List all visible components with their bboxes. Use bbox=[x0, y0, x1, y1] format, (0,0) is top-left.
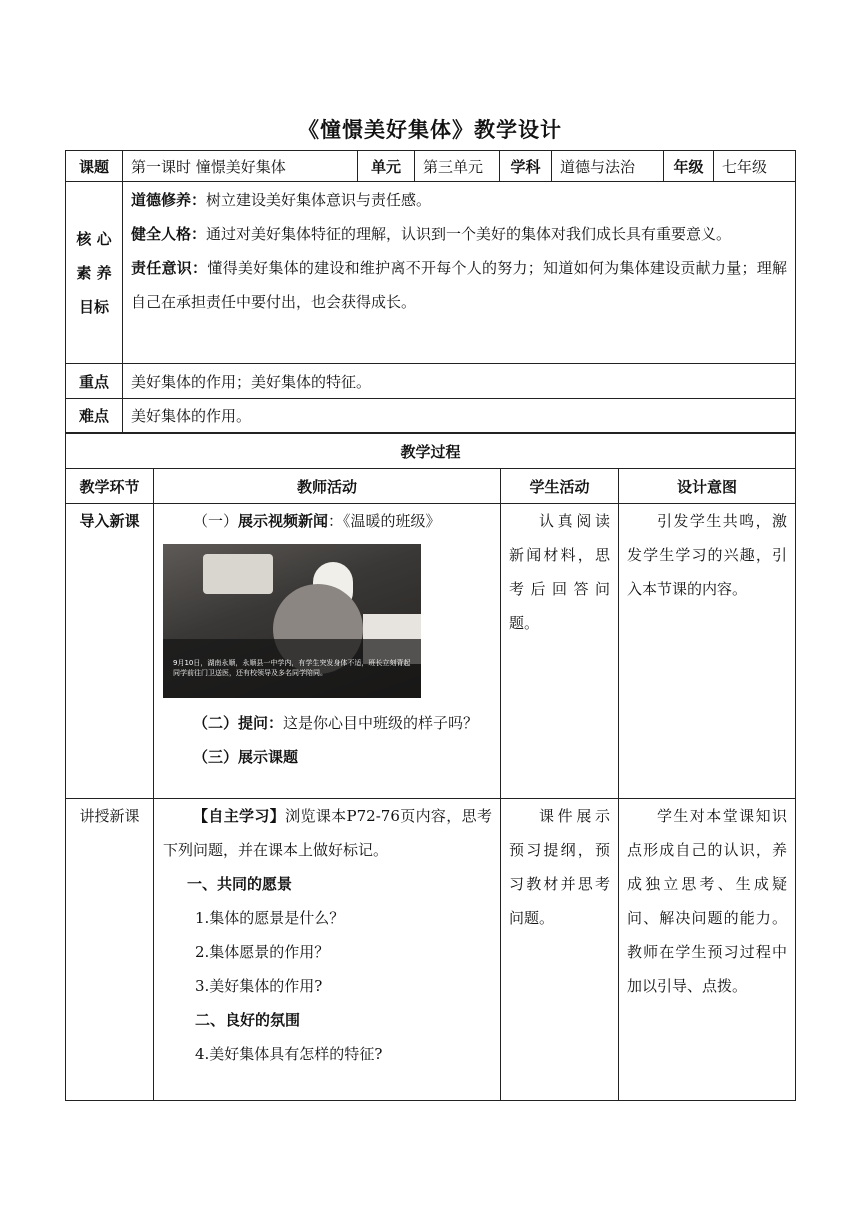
core-item-1 bbox=[131, 183, 787, 217]
core-label-line-2: 素 养 bbox=[76, 263, 112, 282]
news-video-caption: 9月10日，湖南永顺，永顺县一中学内，有学生突发身体不适，班长立刻背起同学前往门卫送医，还有校领导及多名同学陪同。 bbox=[173, 659, 411, 677]
self-study-head: 【自主学习】 bbox=[193, 807, 286, 825]
intro-step-2-prefix: （二） bbox=[193, 714, 239, 732]
stage-intro: 导入新课 bbox=[66, 504, 154, 799]
grade-value: 七年级 bbox=[714, 151, 796, 182]
difficulty-label: 难点 bbox=[66, 399, 123, 433]
core-item-2-head: 健全人格： bbox=[131, 225, 207, 243]
page-title: 《憧憬美好集体》教学设计 bbox=[298, 117, 562, 142]
core-label bbox=[66, 182, 123, 364]
question-4: 4.美好集体具有怎样的特征? bbox=[195, 1045, 383, 1063]
teacher-activity-intro bbox=[154, 504, 501, 799]
intro-step-1-text: ：《温暖的班级》 bbox=[328, 512, 441, 530]
stage-new-lesson: 讲授新课 bbox=[66, 799, 154, 1101]
core-item-1-text: 树立建设美好集体意识与责任感。 bbox=[206, 191, 432, 209]
key-point-label: 重点 bbox=[66, 364, 123, 399]
unit-label: 单元 bbox=[358, 151, 415, 182]
col-header-teacher: 教师活动 bbox=[154, 469, 501, 504]
core-content bbox=[123, 182, 796, 364]
topic-value: 第一课时 憧憬美好集体 bbox=[123, 151, 358, 182]
info-table bbox=[65, 150, 796, 433]
topic-label: 课题 bbox=[66, 151, 123, 182]
col-header-student: 学生活动 bbox=[501, 469, 619, 504]
intro-step-1-prefix: （一） bbox=[193, 512, 239, 530]
student-activity-new: 课件展示预习提纲，预习教材并思考问题。 bbox=[501, 799, 619, 1101]
intro-step-1-head: 展示视频新闻 bbox=[238, 512, 329, 530]
intent-intro: 引发学生共鸣，激发学生学习的兴趣，引入本节课的内容。 bbox=[619, 504, 796, 799]
core-item-1-head: 道德修养： bbox=[131, 191, 207, 209]
teacher-activity-new bbox=[154, 799, 501, 1101]
col-header-stage: 教学环节 bbox=[66, 469, 154, 504]
grade-label: 年级 bbox=[664, 151, 714, 182]
intent-new: 学生对本堂课知识点形成自己的认识，养成独立思考、生成疑问、解决问题的能力。教师在学生预习过程中加以引导、点拨。 bbox=[619, 799, 796, 1101]
core-item-2 bbox=[131, 217, 787, 251]
intro-step-2-head: 提问： bbox=[238, 714, 284, 732]
process-table bbox=[65, 433, 796, 1101]
core-item-2-text: 通过对美好集体特征的理解，认识到一个美好的集体对我们成长具有重要意义。 bbox=[206, 225, 732, 243]
core-item-3 bbox=[131, 251, 787, 319]
col-header-intent: 设计意图 bbox=[619, 469, 796, 504]
self-study-text: 浏览课本P72-76页内容，思考下列问题，并在课本上做好标记。 bbox=[163, 807, 492, 859]
key-point-value: 美好集体的作用；美好集体的特征。 bbox=[123, 364, 796, 399]
section-1-title: 一、共同的愿景 bbox=[187, 875, 293, 893]
core-label-line-1: 核 心 bbox=[76, 229, 112, 248]
unit-value: 第三单元 bbox=[415, 151, 500, 182]
subject-value: 道德与法治 bbox=[552, 151, 664, 182]
intro-step-2-text: 这是你心目中班级的样子吗？ bbox=[283, 714, 479, 732]
student-activity-intro: 认真阅读新闻材料，思考后回答问题。 bbox=[501, 504, 619, 799]
core-item-3-head: 责任意识： bbox=[131, 259, 208, 277]
core-label-line-3: 目标 bbox=[78, 297, 109, 316]
question-1: 1.集体的愿景是什么？ bbox=[195, 909, 345, 927]
intro-step-2 bbox=[163, 706, 492, 740]
section-2-title: 二、良好的氛围 bbox=[195, 1011, 301, 1029]
question-2: 2.集体愿景的作用？ bbox=[195, 943, 330, 961]
core-item-3-text: 懂得美好集体的建设和维护离不开每个人的努力；知道如何为集体建设贡献力量；理解自己在承担责任中要付出，也会获得成长。 bbox=[131, 259, 787, 311]
difficulty-value: 美好集体的作用。 bbox=[123, 399, 796, 433]
process-title: 教学过程 bbox=[66, 434, 796, 469]
intro-step-3: （三）展示课题 bbox=[193, 748, 299, 766]
news-video-image bbox=[163, 544, 421, 698]
subject-label: 学科 bbox=[500, 151, 552, 182]
question-3: 3.美好集体的作用? bbox=[195, 977, 323, 995]
intro-step-1 bbox=[163, 504, 492, 538]
self-study bbox=[163, 799, 492, 867]
